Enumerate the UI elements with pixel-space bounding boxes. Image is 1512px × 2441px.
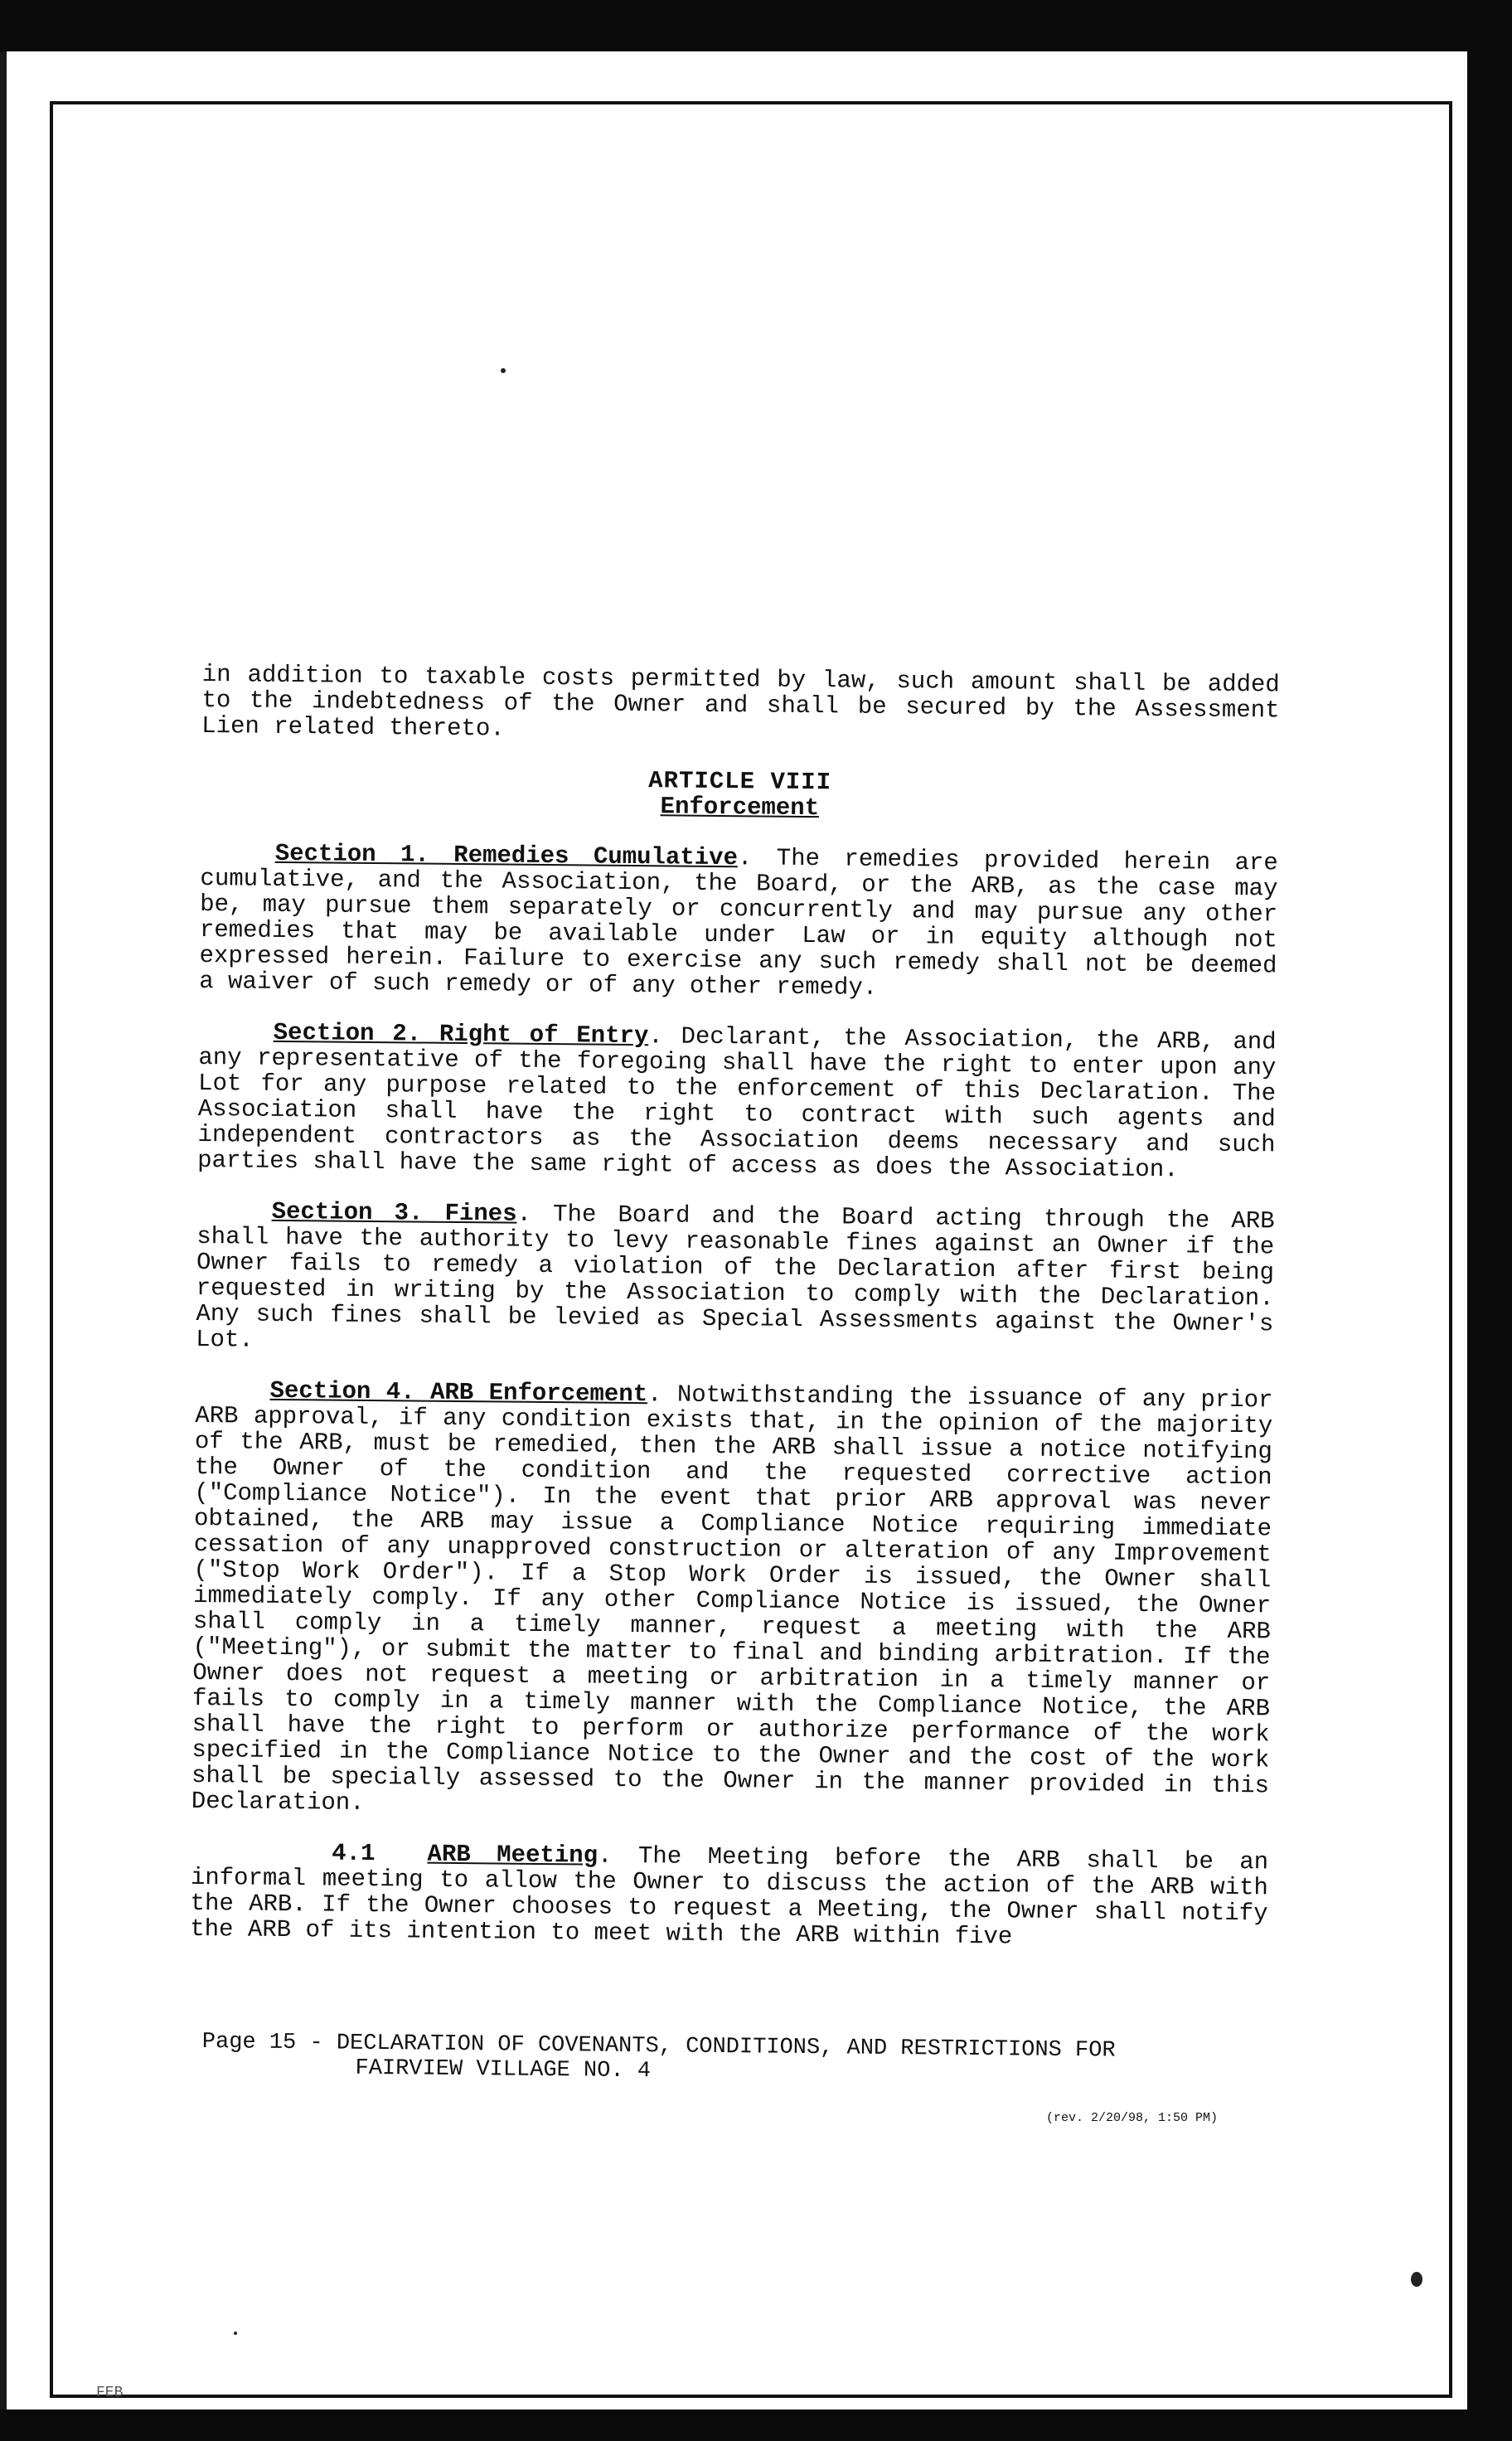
revision-stamp: (rev. 2/20/98, 1:50 PM) [1046,2111,1219,2125]
article-title: ARTICLE VIII [648,767,832,797]
section-2-body: . Declarant, the Association, the ARB, and any representative of the foregoing shall have the right to enter upon any Lot for any purpose related to the enforcement of this Declaration. The Association shall have the right to contract with such agents and independent contractors as the Association deems necessary and such parties shall have the same right of access as does the Association. [197,1022,1277,1184]
scan-bottom-edge [0,2409,1512,2441]
section-3-heading: Section 3. Fines [271,1197,517,1228]
document-body [190,662,1280,1977]
section-3-paragraph [196,1198,1275,1362]
subsection-4-1-paragraph [190,1839,1268,1952]
section-2-heading: Section 2. Right of Entry [273,1018,649,1051]
footer-line-1: Page 15 - DECLARATION OF COVENANTS, CONDITIONS, AND RESTRICTIONS FOR [201,2030,1116,2064]
subsection-number: 4.1 [332,1839,376,1868]
scan-speck [1411,2272,1422,2287]
scan-left-edge [0,51,7,2409]
section-3-body: . The Board and the Board acting through the ARB shall have the authority to levy reasonable fines against an Owner if the Owner fails to remedy a violation of the Declaration after first being requested in writing by the Association to comply with the Declaration. Any such fines shall be levied as Special Assessments against the Owner's Lot. [195,1200,1275,1354]
scan-speck [501,368,506,373]
section-4-body: . Notwithstanding the issuance of any prior ARB approval, if any condition exists that, in the opinion of the majority of the ARB, must be remedied, then the ARB shall issue a notice notifying the Owner of the condition and the requested corrective action ("Compliance Notice"). In the event that prior ARB approval was never obtained, the ARB may issue a Compliance Notice requiring immediate cessation of any unapproved construction or alteration of any Improvement ("Stop Work Order"). If a Stop Work Order is issued, the Owner shall immediately comply. If any other Compliance Notice is issued, the Owner shall comply in a timely manner, request a meeting with the ARB ("Meeting"), or submit the matter to final and binding arbitration. If the Owner does not request a meeting or arbitration in a timely manner or fails to comply in a timely manner with the Compliance Notice, the ARB shall have the right to perform or authorize performance of the work specified in the Compliance Notice to the Owner and the cost of the work shall be specially assessed to the Owner in the manner provided in this Declaration. [191,1381,1273,1817]
section-1-body: . The remedies provided herein are cumulative, and the Association, the Board, or the ARB, as the case may be, may pursue them separately or concurrently and may pursue any other remedies that may be available under Law or in equity although not expressed herein. Failure to exercise any such remedy shall not be deemed a waiver of such remedy or of any other remedy. [199,844,1278,1002]
scan-speck [234,2332,237,2335]
section-2-paragraph [197,1019,1277,1183]
subsection-heading: ARB Meeting [427,1840,598,1870]
scan-right-edge [1467,51,1512,2409]
continuation-paragraph: in addition to taxable costs permitted by law, such amount shall be added to the indebtedness of the Owner and shall be secured by the Assessment Lien related thereto. [201,661,1280,743]
article-subtitle: Enforcement [660,793,820,823]
section-1-paragraph [199,840,1278,1004]
section-4-paragraph [191,1377,1273,1824]
subsection-body: . The Meeting before the ARB shall be an informal meeting to allow the Owner to discuss the action of the ARB with the ARB. If the Owner chooses to request a Meeting, the Owner shall notify the ARB of its intention to meet with the ARB within five [190,1842,1269,1951]
section-4-heading: Section 4. ARB Enforcement [269,1376,648,1409]
scan-top-edge [0,0,1512,51]
section-1-heading: Section 1. Remedies Cumulative [274,839,739,872]
received-stamp: FEB [96,2385,124,2401]
page-footer [201,2030,1280,2089]
footer-line-2: FAIRVIEW VILLAGE NO. 4 [355,2055,652,2084]
